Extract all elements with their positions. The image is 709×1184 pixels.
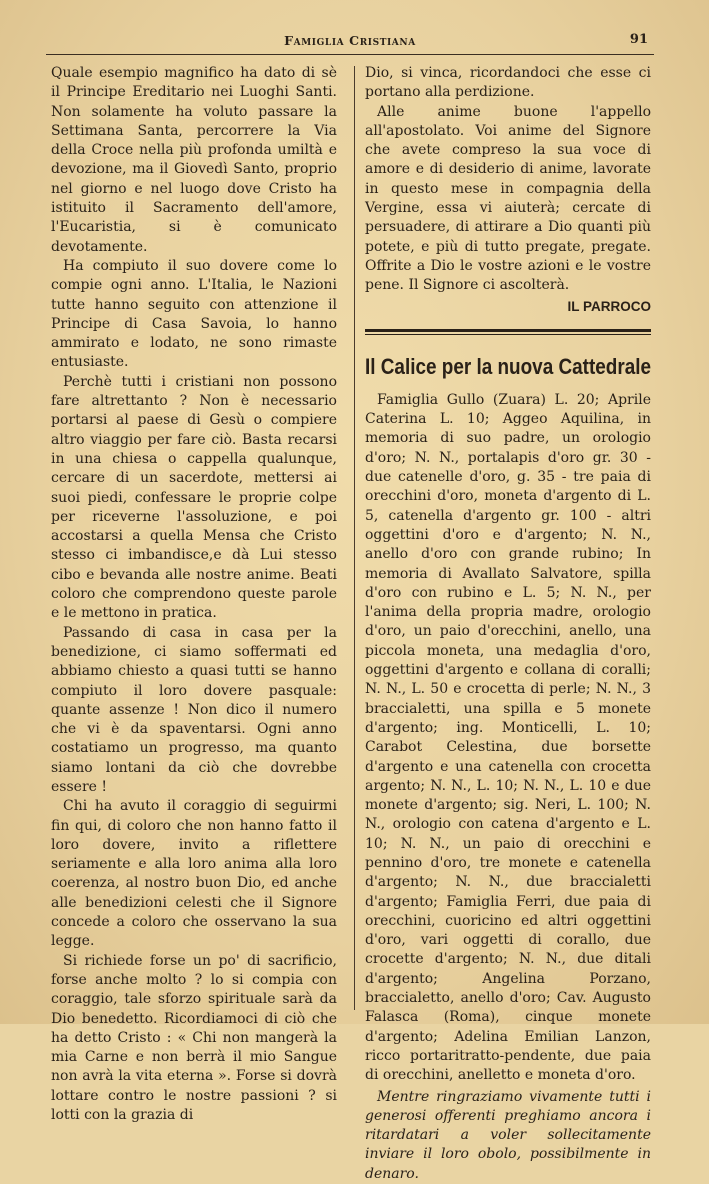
- left-column: [51, 64, 337, 1125]
- paragraph: Passando di casa in casa per la benedizione, ci siamo soffermati ed abbiamo chiesto a quasi tutti se hanno compiuto il loro dovere pasquale: quante assenze ! Non dico il numero che vi è da spaventarsi. Ogni anno costatiamo un progresso, ma quanto siamo lontani da ciò che dovrebbe essere !: [51, 624, 337, 795]
- right-column: [365, 64, 651, 1184]
- paragraph: Si richiede forse un po' di sacrificio, forse anche molto ? lo si compia con coraggio, tale sforzo spirituale sarà da Dio benedetto. Ricordiamoci di ciò che ha detto Cristo : « Chi non mangerà la mia Carne e non berrà il mio Sangue non avrà la vita eterna ». Forse si dovrà lottare contro le nostre passioni ? si lotti con la grazia di: [51, 952, 337, 1124]
- running-title: Famiglia Cristiana: [284, 33, 416, 48]
- donations-list: Famiglia Gullo (Zuara) L. 20; Aprile Caterina L. 10; Aggeo Aquilina, in memoria di suo padre, un orologio d'oro; N. N., portalapis d'oro gr. 30 - due catenelle d'oro, g. 35 - tre paia di orecchini d'oro, moneta d'argento di L. 5, catenella d'argento gr. 100 - altri oggettini d'oro e d'argento; N. N., anello d'oro con grande rubino; In memoria di Avallato Salvatore, spilla d'oro con rubino e L. 5; N. N., per l'anima della propria madre, orologio d'oro, un paio d'orecchini, anello, una piccola moneta, una medaglia d'oro, oggettini d'argento e collana di coralli; N. N., L. 50 e crocetta di perle; N. N., 3 braccialetti, una spilla e 5 monete d'argento; ing. Monticelli, L. 10; Carabot Celestina, due borsette d'argento e una catenella con crocetta argento; N. N., L. 10; N. N., L. 10 e due monete d'argento; sig. Neri, L. 100; N. N., orologio con catena d'argento e L. 10; N. N., un paio di orecchini e pennino d'oro, tre monete e catenella d'argento; N. N., due braccialetti d'argento; Famiglia Ferri, due paia di orecchini, cuoricino ed altri oggettini d'oro, vari oggetti di corallo, due crocette d'argento; N. N., due ditali d'argento; Angelina Porzano, braccialetto, anello d'oro; Cav. Augusto Falasca (Roma), cinque monete d'argento; Adelina Emilian Lanzon, ricco portaritratto-pendente, due paia di orecchini, anelletto e moneta d'oro.: [365, 391, 651, 1084]
- closing-note: Mentre ringraziamo vivamente tutti i generosi offerenti preghiamo ancora i ritardatari a voler sollecitamente inviare il loro obolo, possibilmente in denaro.: [365, 1088, 651, 1182]
- paragraph: Alle anime buone l'appello all'apostolato. Voi anime del Signore che avete compreso la sua voce di amore e di desiderio di anime, lavorate in questo mese in compagnia della Vergine, essa vi aiuterà; cercate di persuadere, di attirare a Dio quanti più potete, e più di tutto pregate, pregate. Offrite a Dio le vostre azioni e le vostre pene. Il Signore ci ascolterà.: [365, 103, 651, 294]
- paragraph: Chi ha avuto il coraggio di seguirmi fin qui, di coloro che non hanno fatto il loro dovere, invito a riflettere seriamente e alla loro anima alla loro coerenza, al nostro buon Dio, ed anche alle benedizioni celesti che il Signore concede a coloro che osservano la sua legge.: [51, 798, 337, 950]
- section-title: Il Calice per la nuova Cattedrale: [365, 353, 652, 379]
- paragraph: Ha compiuto il suo dovere come lo compie ogni anno. L'Italia, le Nazioni tutte hanno seguito con attenzione il Principe di Casa Savoia, lo hanno ammirato e lodato, ne sono rimaste entusiaste.: [51, 257, 337, 371]
- paragraph: Quale esempio magnifico ha dato di sè il Principe Ereditario nei Luoghi Santi. Non solamente ha voluto passare la Settimana Santa, percorrere la Via della Croce nella più profonda umiltà e devozione, ma il Giovedì Santo, proprio nel giorno e nel luogo dove Cristo ha istituito il Sacramento dell'amore, l'Eucaristia, si è comunicato devotamente.: [51, 65, 337, 255]
- section-rule: [365, 329, 651, 332]
- paragraph: Perchè tutti i cristiani non possono fare altrettanto ? Non è necessario portarsi al paese di Gesù o compiere altro viaggio per fare ciò. Basta recarsi in una chiesa o cappella qualunque, cercare di un sacerdote, mettersi ai suoi piedi, confessare le proprie colpe per riceverne l'assoluzione, e poi accostarsi a quella Mensa che Cristo stesso ci imbandisce,e dà Lui stesso cibo e bevanda alle nostre anime. Beati coloro che comprendono queste parole e le mettono in pratica.: [51, 373, 337, 622]
- paragraph: Dio, si vinca, ricordandoci che esse ci portano alla perdizione.: [365, 65, 651, 101]
- page-header: [46, 30, 654, 55]
- page-number: 91: [629, 32, 648, 47]
- column-divider: [354, 66, 355, 1010]
- section-rule-thin: [365, 334, 651, 335]
- signature: IL PARROCO: [567, 298, 651, 314]
